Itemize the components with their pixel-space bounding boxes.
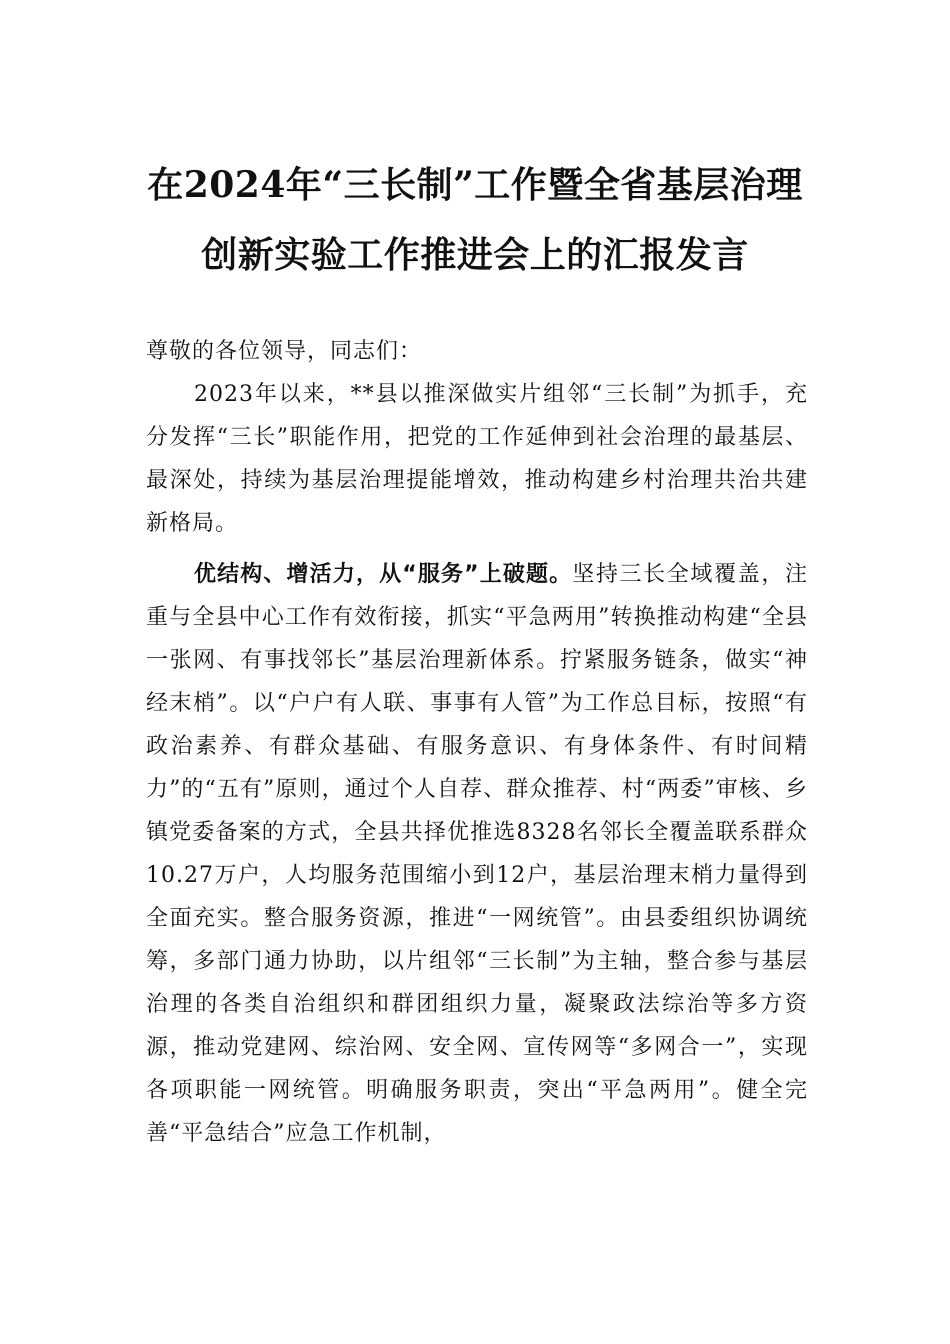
document-title-line-2: 创新实验工作推进会上的汇报发言 — [201, 234, 749, 276]
paragraph-intro: 2023年以来，**县以推深做实片组邻“三长制”为抓手，充分发挥“三长”职能作用，把党的工作延伸到社会治理的最基层、最深处，持续为基层治理提能增效，推动构建乡村治理共治共建新格局。 — [146, 382, 808, 536]
paragraph-body: 坚持三长全域覆盖，注重与全县中心工作有效衔接，抓实“平急两用”转换推动构建“全县一张网、有事找邻长”基层治理新体系。拧紧服务链条，做实“神经末梢”。以“户户有人联、事事有人管”为工作总目标，按照“有政治素养、有群众基础、有服务意识、有身体条件、有时间精力”的“五有”原则，通过个人自荐、群众推荐、村“两委”审核、乡镇党委备案的方式，全县共择优推选8328名邻长全覆盖联系群众10.27万户，人均服务范围缩小到12户，基层治理末梢力量得到全面充实。整合服务资源，推进“一网统管”。由县委组织协调统筹，多部门通力协助，以片组邻“三长制”为主轴，整合参与基层治理的各类自治组织和群团组织力量，凝聚政法综治等多方资源，推动党建网、综治网、安全网、宣传网等“多网合一”，实现各项职能一网统管。明确服务职责，突出“平急两用”。健全完善“平急结合”应急工作机制， — [146, 562, 808, 1146]
paragraph-service — [146, 553, 808, 1155]
salutation: 尊敬的各位领导，同志们： — [146, 339, 423, 364]
document-title-line-1: 在2024年“三长制”工作暨全省基层治理 — [147, 164, 803, 206]
paragraph-lead-heading: 优结构、增活力，从“服务”上破题。 — [194, 562, 573, 587]
